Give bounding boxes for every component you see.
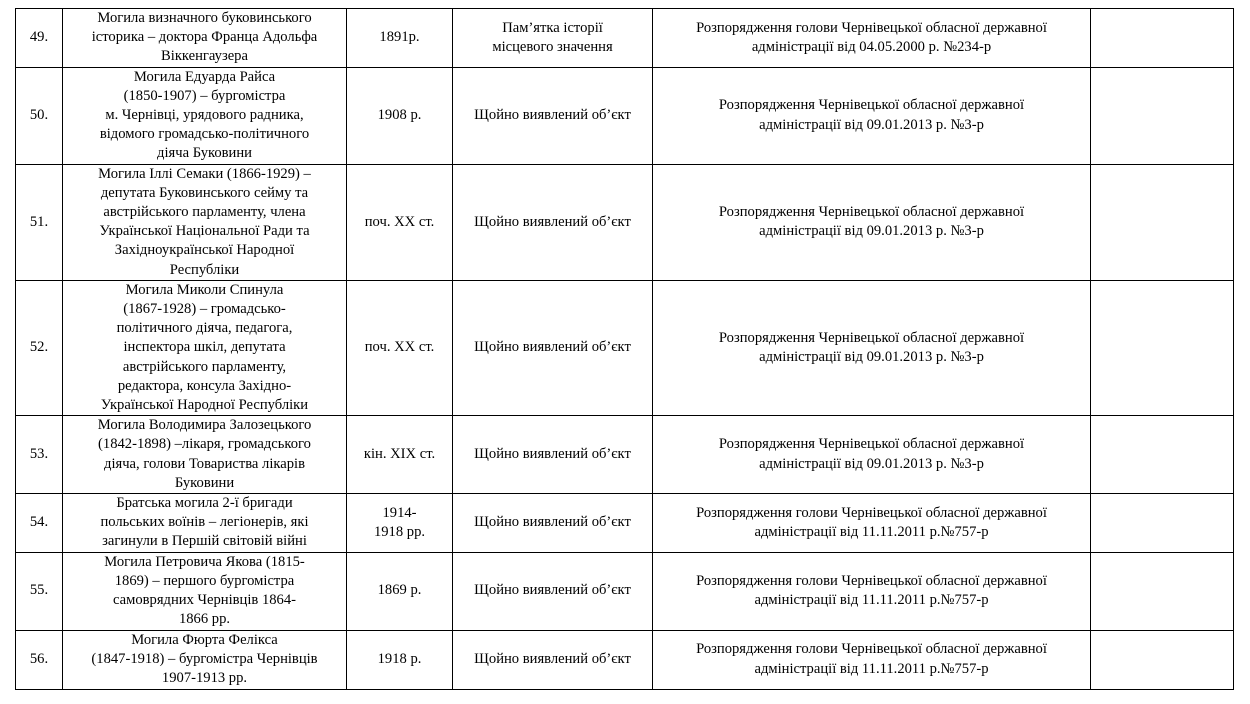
table-row <box>16 67 1234 164</box>
table-body <box>16 9 1234 690</box>
category-cell <box>453 280 653 415</box>
note-cell <box>1091 9 1234 68</box>
decree-cell-line: адміністрації від 09.01.2013 р. №3-р <box>759 223 984 240</box>
monument-name-cell-line: Могила Едуарда Райса <box>133 68 276 85</box>
category-cell-line: Щойно виявлений об’єкт <box>474 339 631 356</box>
row-number-cell: 56. <box>16 630 63 689</box>
decree-cell <box>653 552 1091 630</box>
monument-name-cell-line: Могила Володимира Залозецького <box>97 417 312 434</box>
decree-cell-line: адміністрації від 09.01.2013 р. №3-р <box>759 455 984 472</box>
monument-name-cell-line: Західноукраїнської Народної <box>114 242 295 259</box>
table-row <box>16 552 1234 630</box>
date-cell-line: поч. ХХ ст. <box>364 213 435 230</box>
decree-cell-line: Розпорядження голови Чернівецької обласної державної <box>696 19 1047 36</box>
decree-cell <box>653 9 1091 68</box>
date-cell <box>347 9 453 68</box>
category-cell <box>453 9 653 68</box>
date-cell <box>347 416 453 494</box>
decree-cell-line: Розпорядження Чернівецької обласної державної <box>718 436 1025 453</box>
monument-name-cell-line: редактора, консула Західно- <box>117 377 292 394</box>
date-cell-line: поч. ХХ ст. <box>364 339 435 356</box>
category-cell-line: Щойно виявлений об’єкт <box>474 514 631 531</box>
decree-cell-line: Розпорядження Чернівецької обласної державної <box>718 97 1025 114</box>
note-cell <box>1091 416 1234 494</box>
decree-cell-line: Розпорядження голови Чернівецької обласної державної <box>696 572 1047 589</box>
monument-name-cell <box>63 9 347 68</box>
monuments-registry-table <box>15 8 1234 690</box>
category-cell-line: Щойно виявлений об’єкт <box>474 446 631 463</box>
note-cell <box>1091 164 1234 280</box>
monument-name-cell <box>63 494 347 553</box>
monument-name-cell-line: Української Народної Республіки <box>100 397 309 414</box>
category-cell-line: Пам’ятка історії <box>502 19 603 36</box>
row-number-cell: 52. <box>16 280 63 415</box>
decree-cell-line: адміністрації від 04.05.2000 р. №234-р <box>751 38 992 55</box>
monument-name-cell-line: депутата Буковинського сейму та <box>100 184 309 201</box>
date-cell-line: 1891р. <box>379 29 420 46</box>
monument-name-cell-line: австрійського парламенту, <box>122 358 287 375</box>
category-cell <box>453 552 653 630</box>
decree-cell <box>653 494 1091 553</box>
monument-name-cell <box>63 630 347 689</box>
monument-name-cell-line: самоврядних Чернівців 1864- <box>112 592 297 609</box>
decree-cell <box>653 67 1091 164</box>
monument-name-cell-line: польських воїнів – легіонерів, які <box>100 514 309 531</box>
note-cell <box>1091 67 1234 164</box>
monument-name-cell-line: відомого громадсько-політичного <box>99 126 310 143</box>
monument-name-cell-line: Віккенгаузера <box>161 48 248 65</box>
date-cell <box>347 552 453 630</box>
note-cell <box>1091 280 1234 415</box>
row-number-cell: 55. <box>16 552 63 630</box>
note-cell <box>1091 494 1234 553</box>
monument-name-cell-line: Братська могила 2-ї бригади <box>116 495 293 512</box>
monument-name-cell-line: (1847-1918) – бургомістра Чернівців <box>91 650 318 667</box>
table-row <box>16 494 1234 553</box>
monument-name-cell-line: Республіки <box>169 261 240 278</box>
category-cell-line: Щойно виявлений об’єкт <box>474 213 631 230</box>
note-cell <box>1091 630 1234 689</box>
decree-cell <box>653 280 1091 415</box>
monument-name-cell <box>63 552 347 630</box>
category-cell-line: Щойно виявлений об’єкт <box>474 107 631 124</box>
decree-cell <box>653 416 1091 494</box>
monument-name-cell-line: історика – доктора Франца Адольфа <box>91 29 318 46</box>
date-cell <box>347 164 453 280</box>
decree-cell-line: Розпорядження голови Чернівецької обласної державної <box>696 504 1047 521</box>
row-number-cell: 49. <box>16 9 63 68</box>
category-cell <box>453 630 653 689</box>
monument-name-cell-line: Буковини <box>174 474 235 491</box>
monument-name-cell-line: діяча, голови Товариства лікарів <box>104 455 305 472</box>
date-cell-line: 1869 р. <box>377 582 422 599</box>
monument-name-cell-line: Могила визначного буковинського <box>97 10 312 26</box>
row-number-cell: 54. <box>16 494 63 553</box>
table-row <box>16 280 1234 415</box>
monument-name-cell-line: Могила Фюрта Фелікса <box>131 631 278 648</box>
monument-name-cell <box>63 280 347 415</box>
monument-name-cell <box>63 164 347 280</box>
date-cell-line: 1918 рр. <box>373 523 426 540</box>
monument-name-cell-line: 1869) – першого бургомістра <box>114 572 295 589</box>
monument-name-cell-line: (1850-1907) – бургомістра <box>123 87 286 104</box>
monument-name-cell-line: австрійського парламенту, члена <box>103 204 306 221</box>
category-cell-line: Щойно виявлений об’єкт <box>474 582 631 599</box>
category-cell <box>453 416 653 494</box>
monument-name-cell <box>63 67 347 164</box>
row-number-cell: 51. <box>16 164 63 280</box>
row-number-cell: 50. <box>16 67 63 164</box>
date-cell-line: 1914- <box>382 504 417 521</box>
decree-cell-line: адміністрації від 09.01.2013 р. №3-р <box>759 116 984 133</box>
note-cell <box>1091 552 1234 630</box>
date-cell-line: кін. ХІХ ст. <box>363 446 436 463</box>
table-row <box>16 9 1234 68</box>
monument-name-cell-line: Могила Миколи Спинула <box>125 281 284 298</box>
monument-name-cell-line: (1867-1928) – громадсько- <box>123 301 286 318</box>
monument-name-cell-line: політичного діяча, педагога, <box>116 320 293 337</box>
category-cell <box>453 494 653 553</box>
date-cell <box>347 630 453 689</box>
monument-name-cell-line: Могила Петровича Якова (1815- <box>104 553 305 570</box>
monument-name-cell-line: (1842-1898) –лікаря, громадського <box>98 436 311 453</box>
category-cell-line: місцевого значення <box>492 38 613 55</box>
table-row <box>16 416 1234 494</box>
date-cell <box>347 280 453 415</box>
monument-name-cell-line: діяча Буковини <box>157 145 252 162</box>
monument-name-cell-line: інспектора шкіл, депутата <box>123 339 286 356</box>
date-cell-line: 1908 р. <box>377 107 422 124</box>
decree-cell-line: адміністрації від 11.11.2011 р.№757-р <box>754 523 989 540</box>
decree-cell-line: адміністрації від 11.11.2011 р.№757-р <box>754 660 989 677</box>
decree-cell-line: Розпорядження Чернівецької обласної державної <box>718 329 1025 346</box>
monument-name-cell-line: 1907-1913 рр. <box>161 670 248 687</box>
monument-name-cell <box>63 416 347 494</box>
monument-name-cell-line: Могила Іллі Семаки (1866-1929) – <box>98 165 311 182</box>
row-number-cell: 53. <box>16 416 63 494</box>
monument-name-cell-line: 1866 рр. <box>178 611 231 628</box>
decree-cell-line: Розпорядження голови Чернівецької обласної державної <box>696 641 1047 658</box>
table-row <box>16 630 1234 689</box>
date-cell-line: 1918 р. <box>377 650 422 667</box>
monument-name-cell-line: Української Національної Ради та <box>99 223 310 240</box>
table-row <box>16 164 1234 280</box>
monument-name-cell-line: м. Чернівці, урядового радника, <box>105 107 304 124</box>
category-cell-line: Щойно виявлений об’єкт <box>474 650 631 667</box>
decree-cell-line: адміністрації від 11.11.2011 р.№757-р <box>754 592 989 609</box>
decree-cell <box>653 164 1091 280</box>
category-cell <box>453 164 653 280</box>
date-cell <box>347 494 453 553</box>
decree-cell-line: адміністрації від 09.01.2013 р. №3-р <box>759 349 984 366</box>
decree-cell-line: Розпорядження Чернівецької обласної державної <box>718 204 1025 221</box>
monument-name-cell-line: загинули в Першій світовій війні <box>102 533 307 550</box>
decree-cell <box>653 630 1091 689</box>
category-cell <box>453 67 653 164</box>
date-cell <box>347 67 453 164</box>
